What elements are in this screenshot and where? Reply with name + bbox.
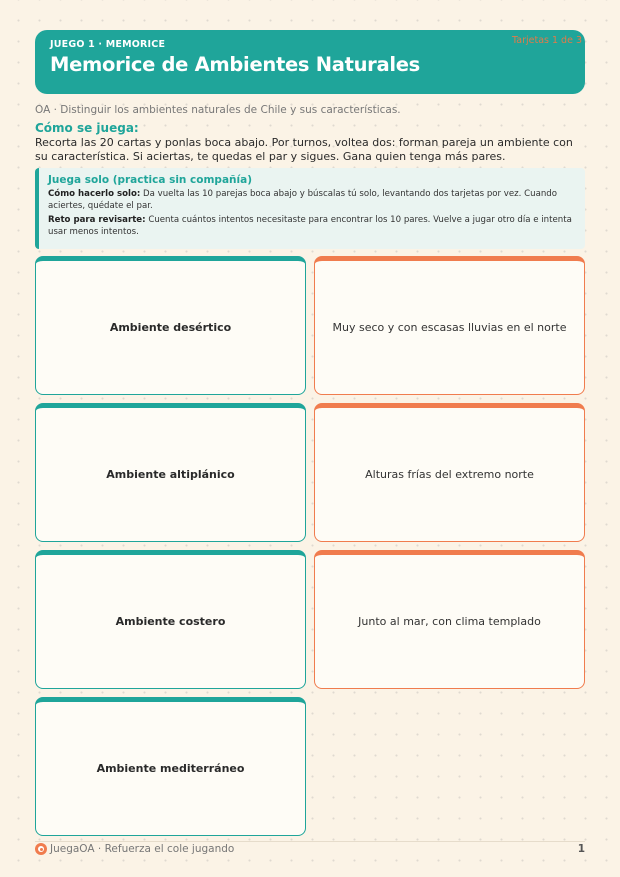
page-number: 1 (577, 843, 585, 855)
memory-card-concept[interactable] (35, 697, 306, 836)
game-kicker: JUEGO 1 · MEMORICE (50, 39, 166, 50)
solo-play-box (35, 168, 585, 249)
memory-card-concept[interactable] (35, 256, 306, 395)
page-header (35, 30, 585, 94)
page-title: Memorice de Ambientes Naturales (50, 53, 420, 76)
learning-objective: OA · Distinguir los ambientes naturales de Chile y sus características. (35, 104, 401, 116)
card-text: Ambiente mediterráneo (96, 762, 245, 775)
solo-play-title: Juega solo (practica sin compañía) (48, 174, 252, 186)
card-text: Muy seco y con escasas lluvias en el norte (332, 321, 567, 334)
solo-challenge-text: Cuenta cuántos intentos necesitaste para encontrar los 10 pares. Vuelve a jugar otro día e intenta usar menos intentos. (48, 215, 572, 237)
footer-brand: JuegaOA · Refuerza el cole jugando (50, 843, 235, 855)
card-text: Ambiente costero (115, 615, 226, 628)
solo-challenge-label: Reto para revisarte: (48, 215, 146, 225)
memory-card-trait[interactable] (314, 550, 585, 689)
solo-challenge-paragraph (48, 215, 575, 238)
brand-logo-icon (35, 843, 47, 855)
solo-how-paragraph (48, 189, 575, 212)
how-to-play-text: Recorta las 20 cartas y ponlas boca abajo. Por turnos, voltea dos: forman pareja un ambiente con su característica. Si aciertas, te quedas el par y sigues. Gana quien tenga más pares. (35, 136, 573, 163)
how-to-play-title: Cómo se juega: (35, 121, 139, 135)
card-text: Junto al mar, con clima templado (358, 615, 541, 628)
memory-card-trait[interactable] (314, 256, 585, 395)
memory-card-concept[interactable] (35, 403, 306, 542)
card-text: Ambiente altiplánico (106, 468, 235, 481)
card-text: Ambiente desértico (109, 321, 232, 334)
solo-how-text: Da vuelta las 10 parejas boca abajo y búscalas tú solo, levantando dos tarjetas por vez. Cuando aciertes, quédate el par. (48, 189, 558, 211)
memory-card-concept[interactable] (35, 550, 306, 689)
solo-how-label: Cómo hacerlo solo: (48, 189, 141, 199)
memory-card-trait[interactable] (314, 403, 585, 542)
footer-divider (35, 841, 585, 842)
card-text: Alturas frías del extremo norte (365, 468, 534, 481)
cards-page-label: Tarjetas 1 de 3 (512, 35, 582, 46)
